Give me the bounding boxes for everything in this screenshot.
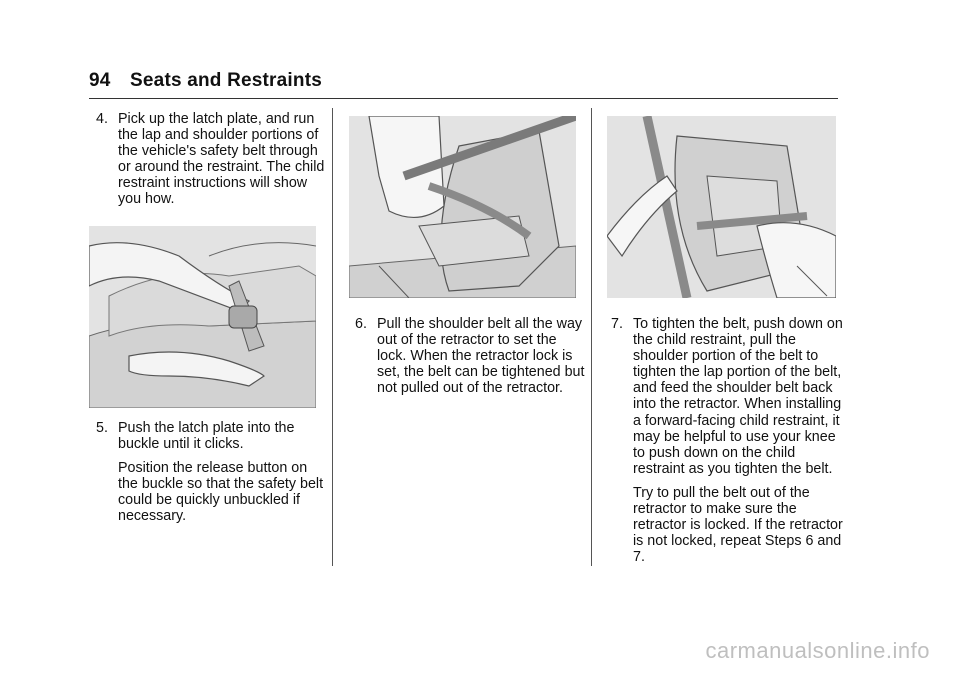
illustration-tighten-belt [607,116,836,298]
step-6 [355,316,587,396]
step-5 [96,420,328,525]
section-title: Seats and Restraints [130,70,322,91]
step-text: Push the latch plate into the buckle until it clicks. [118,420,295,453]
page-header [89,70,322,92]
step-text: To tighten the belt, push down on the child restraint, pull the shoulder portion of the belt to tighten the lap portion of the belt, and feed the shoulder belt back into the retractor. When installing a forward-facing child restraint, it may be helpful to use your knee to push down on the child restraint as you tighten the belt. [633,316,843,477]
step-4 [96,111,328,208]
step-text: Pull the shoulder belt all the way out of the retractor to set the lock. When the retractor lock is set, the belt can be tightened but not pulled out of the retractor. [377,316,585,397]
step-text: Pick up the latch plate, and run the lap and shoulder portions of the vehicle's safety belt through or around the restraint. The child restraint instructions will show you how. [118,111,325,208]
step-number: 7. [611,316,623,332]
header-rule [89,98,838,99]
step-number: 6. [355,316,367,332]
step-note: Try to pull the belt out of the retractor to make sure the retractor is locked. If the retractor is not locked, repeat Steps 6 and 7. [633,484,843,566]
step-number: 5. [96,420,108,436]
illustration-shoulder-belt [349,116,576,298]
illustration-latch-plate [89,226,316,408]
column-divider-1 [332,108,333,566]
column-divider-2 [591,108,592,566]
step-7 [611,316,843,565]
step-number: 4. [96,111,108,127]
page-number: 94 [89,70,111,91]
watermark: carmanualsonline.info [705,638,930,663]
step-note: Position the release button on the buckle so that the safety belt could be quickly unbuckled if necessary. [118,460,324,525]
